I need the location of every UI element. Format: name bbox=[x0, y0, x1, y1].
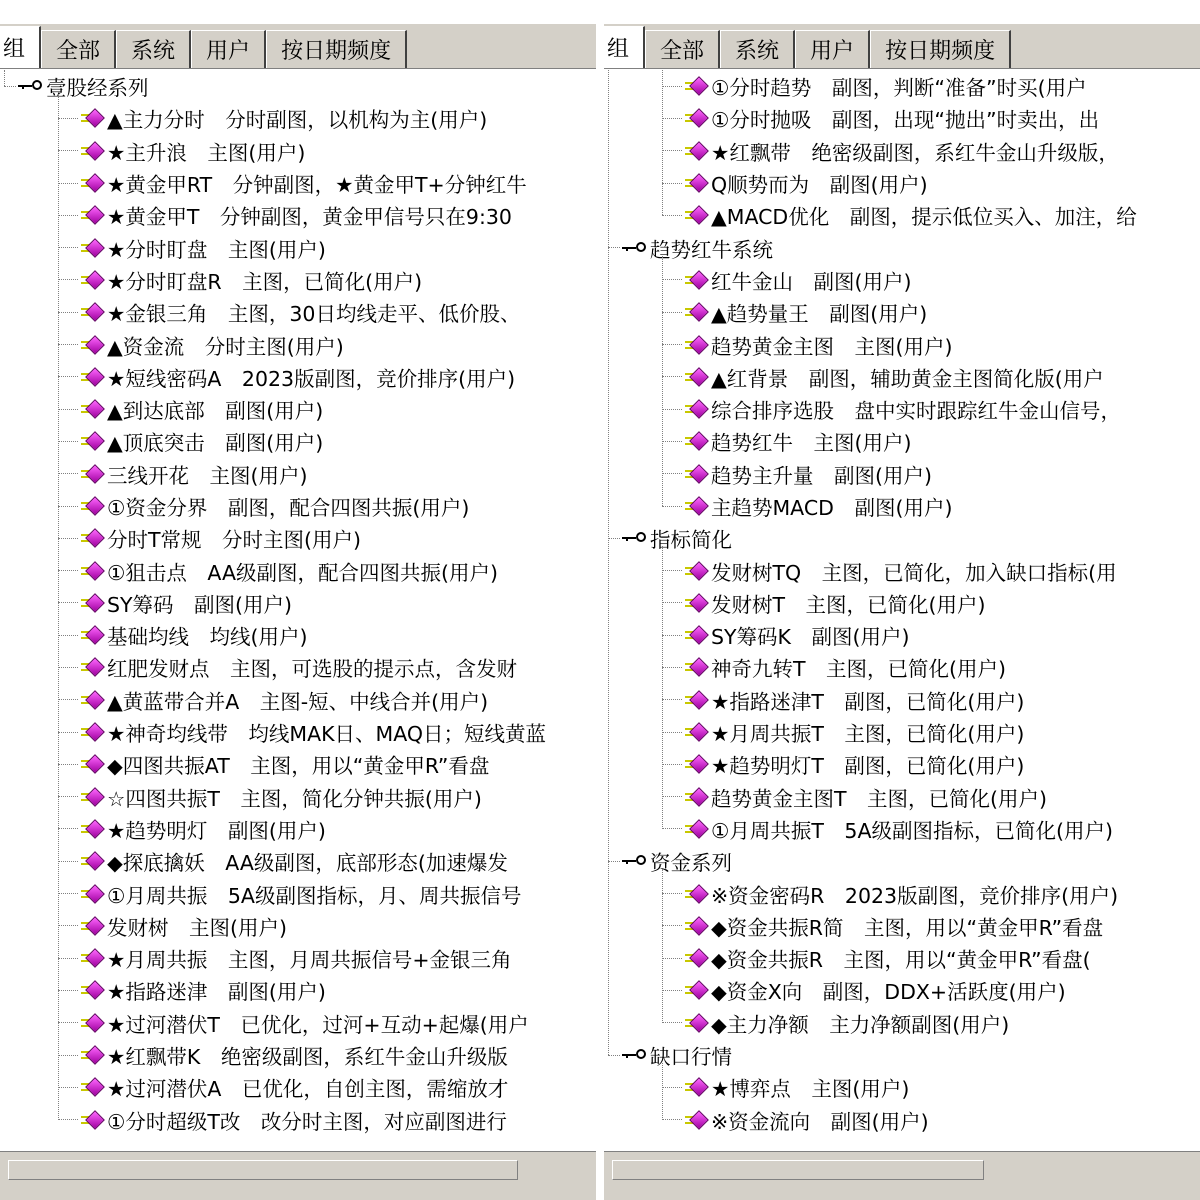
tree-connector bbox=[58, 215, 78, 216]
tree-item[interactable] bbox=[0, 587, 596, 619]
indicator-gem-icon bbox=[685, 657, 707, 677]
item-label: ☆四图共振T 主图，简化分钟共振(用户) bbox=[107, 786, 482, 811]
tree-item[interactable] bbox=[0, 102, 596, 134]
tree-connector-line bbox=[662, 1063, 663, 1120]
tree-item[interactable] bbox=[0, 264, 596, 296]
tree-item[interactable] bbox=[604, 1104, 1200, 1136]
indicator-gem-icon bbox=[685, 1013, 707, 1033]
item-label: ★金银三角 主图，30日均线走平、低价股、 bbox=[107, 302, 521, 327]
key-icon bbox=[622, 241, 646, 255]
tree-item[interactable] bbox=[604, 651, 1200, 683]
tree-connector bbox=[608, 861, 620, 862]
indicator-gem-icon bbox=[685, 593, 707, 613]
tree-connector bbox=[608, 247, 620, 248]
tree-item[interactable] bbox=[0, 974, 596, 1006]
tree-connector bbox=[662, 506, 682, 507]
indicator-gem-icon bbox=[685, 173, 707, 193]
tree-connector bbox=[662, 86, 682, 87]
indicator-gem-icon bbox=[81, 367, 103, 387]
tab-4[interactable]: 按日期频度 bbox=[870, 30, 1011, 68]
tree-connector bbox=[58, 958, 78, 959]
tree-item[interactable] bbox=[0, 813, 596, 845]
item-label: ▲趋势量王 副图(用户) bbox=[711, 302, 928, 327]
tree-connector bbox=[662, 150, 682, 151]
tree-connector bbox=[58, 183, 78, 184]
group-label: 缺口行情 bbox=[650, 1045, 732, 1070]
indicator-gem-icon bbox=[81, 141, 103, 161]
item-label: ★分时盯盘R 主图，已简化(用户) bbox=[107, 269, 423, 294]
indicator-gem-icon bbox=[81, 1110, 103, 1130]
tree-item[interactable] bbox=[604, 877, 1200, 909]
tree-group[interactable] bbox=[604, 845, 1200, 877]
tree-connector bbox=[58, 150, 78, 151]
indicator-gem-icon bbox=[81, 173, 103, 193]
tree-connector bbox=[608, 538, 620, 539]
tree-item[interactable] bbox=[604, 135, 1200, 167]
item-label: ①分时抛吸 副图，出现“抛出”时卖出，出 bbox=[711, 108, 1100, 133]
tree-connector bbox=[662, 990, 682, 991]
tree-item[interactable] bbox=[0, 296, 596, 328]
tree-connector bbox=[662, 764, 682, 765]
tree-item[interactable] bbox=[604, 296, 1200, 328]
item-label: ★月周共振T 主图，已简化(用户) bbox=[711, 722, 1025, 747]
indicator-gem-icon bbox=[81, 722, 103, 742]
tree-item[interactable] bbox=[604, 587, 1200, 619]
tree-item[interactable] bbox=[604, 974, 1200, 1006]
indicator-gem-icon bbox=[81, 690, 103, 710]
indicator-gem-icon bbox=[81, 496, 103, 516]
indicator-gem-icon bbox=[685, 787, 707, 807]
indicator-gem-icon bbox=[685, 76, 707, 96]
tree-item[interactable] bbox=[0, 1007, 596, 1039]
item-label: ※资金密码R 2023版副图，竞价排序(用户) bbox=[711, 883, 1119, 908]
tree-item[interactable] bbox=[0, 554, 596, 586]
item-label: 基础均线 均线(用户) bbox=[107, 625, 308, 650]
tree-connector bbox=[662, 570, 682, 571]
tree-item[interactable] bbox=[604, 102, 1200, 134]
indicator-gem-icon bbox=[81, 238, 103, 258]
indicator-gem-icon bbox=[81, 270, 103, 290]
tree-item[interactable] bbox=[604, 393, 1200, 425]
indicator-gem-icon bbox=[81, 980, 103, 1000]
tree-item[interactable] bbox=[0, 910, 596, 942]
tree-item[interactable] bbox=[604, 264, 1200, 296]
indicator-gem-icon bbox=[81, 754, 103, 774]
tree-connector bbox=[58, 247, 78, 248]
tab-1[interactable]: 全部 bbox=[645, 30, 720, 68]
tree-connector bbox=[662, 1119, 682, 1120]
tree-item[interactable] bbox=[604, 942, 1200, 974]
tree-item[interactable] bbox=[604, 199, 1200, 231]
tree-item[interactable] bbox=[604, 910, 1200, 942]
tree-connector bbox=[58, 1087, 78, 1088]
tree-item[interactable] bbox=[0, 781, 596, 813]
indicator-gem-icon bbox=[685, 754, 707, 774]
indicator-gem-icon bbox=[81, 948, 103, 968]
tree-connector bbox=[662, 473, 682, 474]
item-label: ★红飘带 绝密级副图，系红牛金山升级版， bbox=[711, 140, 1119, 165]
tree-item[interactable] bbox=[0, 845, 596, 877]
item-label: 趋势黄金主图 主图(用户) bbox=[711, 334, 953, 359]
tree-connector bbox=[58, 732, 78, 733]
item-label: ◆主力净额 主力净额副图(用户) bbox=[711, 1012, 1010, 1037]
tree-connector bbox=[58, 861, 78, 862]
tree-connector bbox=[58, 1055, 78, 1056]
item-label: ◆资金共振R 主图，用以“黄金甲R”看盘( bbox=[711, 948, 1091, 973]
tree-connector bbox=[58, 570, 78, 571]
indicator-gem-icon bbox=[685, 625, 707, 645]
indicator-gem-icon bbox=[685, 302, 707, 322]
tree-item[interactable] bbox=[0, 361, 596, 393]
indicator-gem-icon bbox=[81, 916, 103, 936]
tree-item[interactable] bbox=[604, 716, 1200, 748]
tree-connector bbox=[662, 183, 682, 184]
tree-connector-line bbox=[4, 70, 5, 86]
item-label: 发财树T 主图，已简化(用户) bbox=[711, 592, 986, 617]
item-label: ★指路迷津 副图(用户) bbox=[107, 980, 326, 1005]
tab-bar bbox=[604, 24, 1200, 69]
indicator-gem-icon bbox=[81, 1077, 103, 1097]
item-label: ★短线密码A 2023版副图，竞价排序(用户) bbox=[107, 366, 516, 391]
horizontal-scrollbar[interactable] bbox=[604, 1151, 1200, 1200]
indicator-gem-icon bbox=[685, 948, 707, 968]
indicator-gem-icon bbox=[685, 399, 707, 419]
tree-item[interactable] bbox=[604, 167, 1200, 199]
item-label: 发财树TQ 主图，已简化，加入缺口指标(用 bbox=[711, 560, 1117, 585]
tree-connector bbox=[58, 764, 78, 765]
tree-item[interactable] bbox=[604, 1071, 1200, 1103]
tree-connector bbox=[662, 667, 682, 668]
item-label: ①资金分界 副图，配合四图共振(用户) bbox=[107, 496, 470, 520]
tree-connector-line bbox=[662, 546, 663, 829]
tree-connector bbox=[662, 893, 682, 894]
item-label: SY筹码 副图(用户) bbox=[107, 592, 293, 617]
group-label: 趋势红牛系统 bbox=[650, 237, 773, 262]
tree-connector bbox=[58, 1119, 78, 1120]
indicator-gem-icon bbox=[81, 302, 103, 322]
indicator-gem-icon bbox=[81, 1045, 103, 1065]
item-label: ★过河潜伏T 已优化，过河+互动+起爆(用户 bbox=[107, 1012, 529, 1037]
tab-2[interactable]: 系统 bbox=[720, 30, 795, 68]
item-label: ★分时盯盘 主图(用户) bbox=[107, 237, 326, 262]
tree-connector bbox=[58, 118, 78, 119]
item-label: ★过河潜伏A 已优化，自创主图，需缩放才 bbox=[107, 1077, 509, 1102]
item-label: ★红飘带K 绝密级副图，系红牛金山升级版 bbox=[107, 1045, 508, 1070]
item-label: 分时T常规 分时主图(用户) bbox=[107, 528, 362, 553]
tree-item[interactable] bbox=[0, 231, 596, 263]
tree-item[interactable] bbox=[0, 522, 596, 554]
item-label: ◆资金共振R简 主图，用以“黄金甲R”看盘 bbox=[711, 915, 1104, 940]
tab-3[interactable]: 用户 bbox=[191, 30, 266, 68]
tree-connector bbox=[58, 635, 78, 636]
tree-item[interactable] bbox=[0, 877, 596, 909]
item-label: ▲主力分时 分时副图，以机构为主(用户) bbox=[107, 108, 488, 133]
indicator-gem-icon bbox=[81, 819, 103, 839]
tree-connector bbox=[662, 344, 682, 345]
tab-2[interactable]: 系统 bbox=[116, 30, 191, 68]
tree-item[interactable] bbox=[0, 425, 596, 457]
item-label: 主趋势MACD 副图(用户) bbox=[711, 496, 953, 520]
item-label: 趋势红牛 主图(用户) bbox=[711, 431, 912, 456]
item-label: ★主升浪 主图(用户) bbox=[107, 140, 306, 165]
tree-connector bbox=[58, 376, 78, 377]
tree-item[interactable] bbox=[604, 458, 1200, 490]
indicator-gem-icon bbox=[685, 141, 707, 161]
indicator-gem-icon bbox=[81, 205, 103, 225]
tree-item[interactable] bbox=[0, 619, 596, 651]
tree-item[interactable] bbox=[604, 554, 1200, 586]
indicator-gem-icon bbox=[685, 884, 707, 904]
key-icon bbox=[18, 79, 42, 93]
indicator-gem-icon bbox=[685, 367, 707, 387]
item-label: ※资金流向 副图(用户) bbox=[711, 1109, 929, 1134]
tree-connector-line bbox=[608, 70, 609, 1055]
tree-item[interactable] bbox=[0, 684, 596, 716]
tree-connector bbox=[662, 828, 682, 829]
tree-item[interactable] bbox=[0, 651, 596, 683]
tree-connector bbox=[58, 925, 78, 926]
key-icon bbox=[622, 531, 646, 545]
indicator-tree bbox=[604, 70, 1200, 1150]
item-label: ★博弈点 主图(用户) bbox=[711, 1077, 910, 1102]
item-label: 发财树 主图(用户) bbox=[107, 915, 287, 940]
item-label: ▲MACD优化 副图，提示低位买入、加注，给 bbox=[711, 205, 1137, 230]
tree-connector bbox=[662, 376, 682, 377]
tab-bar bbox=[0, 24, 596, 69]
tree-item[interactable] bbox=[604, 70, 1200, 102]
tree-connector bbox=[662, 409, 682, 410]
indicator-gem-icon bbox=[81, 464, 103, 484]
indicator-gem-icon bbox=[81, 851, 103, 871]
indicator-gem-icon bbox=[81, 657, 103, 677]
tree-item[interactable] bbox=[0, 748, 596, 780]
tree-item[interactable] bbox=[0, 167, 596, 199]
tree-item[interactable] bbox=[604, 619, 1200, 651]
tree-item[interactable] bbox=[604, 490, 1200, 522]
indicator-gem-icon bbox=[81, 528, 103, 548]
indicator-gem-icon bbox=[685, 722, 707, 742]
item-label: ①月周共振 5A级副图指标，月、周共振信号 bbox=[107, 883, 522, 908]
item-label: ◆四图共振AT 主图，用以“黄金甲R”看盘 bbox=[107, 754, 490, 779]
item-label: ▲到达底部 副图(用户) bbox=[107, 399, 324, 424]
tree-item[interactable] bbox=[0, 393, 596, 425]
tree-connector-line bbox=[662, 256, 663, 506]
tree-item[interactable] bbox=[0, 716, 596, 748]
indicator-gem-icon bbox=[685, 431, 707, 451]
left-indicator-panel bbox=[0, 0, 596, 1200]
tree-item[interactable] bbox=[604, 813, 1200, 845]
item-label: ▲黄蓝带合并A 主图-短、中线合并(用户) bbox=[107, 689, 489, 714]
tree-group[interactable] bbox=[0, 70, 596, 102]
item-label: 神奇九转T 主图，已简化(用户) bbox=[711, 657, 1007, 682]
tab-3[interactable]: 用户 bbox=[795, 30, 870, 68]
tree-item[interactable] bbox=[604, 781, 1200, 813]
tree-connector bbox=[662, 602, 682, 603]
item-label: ①狙击点 AA级副图，配合四图共振(用户) bbox=[107, 560, 498, 585]
tree-item[interactable] bbox=[604, 361, 1200, 393]
item-label: 趋势黄金主图T 主图，已简化(用户) bbox=[711, 786, 1048, 811]
indicator-gem-icon bbox=[81, 108, 103, 128]
item-label: ▲顶底突击 副图(用户) bbox=[107, 431, 324, 456]
indicator-gem-icon bbox=[81, 625, 103, 645]
tree-connector-line bbox=[662, 869, 663, 1022]
item-label: ★趋势明灯 副图(用户) bbox=[107, 818, 326, 843]
scrollbar-thumb[interactable] bbox=[8, 1160, 518, 1180]
tree-connector bbox=[662, 312, 682, 313]
indicator-gem-icon bbox=[81, 787, 103, 807]
tree-connector bbox=[4, 86, 16, 87]
indicator-gem-icon bbox=[81, 884, 103, 904]
item-label: 红牛金山 副图(用户) bbox=[711, 269, 912, 294]
tree-item[interactable] bbox=[0, 199, 596, 231]
indicator-gem-icon bbox=[685, 561, 707, 581]
tree-item[interactable] bbox=[0, 328, 596, 360]
panel-divider bbox=[596, 0, 604, 1200]
tree-item[interactable] bbox=[0, 458, 596, 490]
tree-connector bbox=[662, 635, 682, 636]
tree-group[interactable] bbox=[604, 522, 1200, 554]
tree-item[interactable] bbox=[0, 135, 596, 167]
tree-connector bbox=[662, 958, 682, 959]
tree-connector bbox=[58, 667, 78, 668]
item-label: 综合排序选股 盘中实时跟踪红牛金山信号， bbox=[711, 399, 1121, 424]
tree-item[interactable] bbox=[0, 490, 596, 522]
item-label: ①分时超级T改 改分时主图，对应副图进行 bbox=[107, 1109, 507, 1134]
item-label: ★指路迷津T 副图，已简化(用户) bbox=[711, 689, 1025, 714]
item-label: 红肥发财点 主图，可选股的提示点，含发财 bbox=[107, 657, 517, 682]
indicator-gem-icon bbox=[685, 819, 707, 839]
tree-group[interactable] bbox=[604, 231, 1200, 263]
tree-connector bbox=[662, 699, 682, 700]
indicator-gem-icon bbox=[685, 496, 707, 516]
indicator-gem-icon bbox=[81, 335, 103, 355]
indicator-gem-icon bbox=[685, 335, 707, 355]
indicator-gem-icon bbox=[685, 205, 707, 225]
tree-connector bbox=[58, 279, 78, 280]
item-label: ▲资金流 分时主图(用户) bbox=[107, 334, 344, 359]
tree-connector bbox=[58, 506, 78, 507]
tree-connector bbox=[662, 925, 682, 926]
tab-1[interactable]: 全部 bbox=[41, 30, 116, 68]
tree-connector bbox=[58, 828, 78, 829]
tree-connector bbox=[662, 441, 682, 442]
indicator-gem-icon bbox=[81, 1013, 103, 1033]
item-label: ◆探底擒妖 AA级副图，底部形态(加速爆发 bbox=[107, 851, 508, 876]
indicator-gem-icon bbox=[685, 464, 707, 484]
item-label: ▲红背景 副图，辅助黄金主图简化版(用户 bbox=[711, 366, 1104, 391]
tree-connector bbox=[58, 796, 78, 797]
tab-0[interactable]: 组 bbox=[604, 26, 645, 68]
item-label: 趋势主升量 副图(用户) bbox=[711, 463, 932, 488]
tree-item[interactable] bbox=[604, 684, 1200, 716]
tree-connector-line bbox=[662, 70, 663, 215]
tree-connector bbox=[58, 441, 78, 442]
indicator-gem-icon bbox=[685, 980, 707, 1000]
tree-item[interactable] bbox=[604, 1007, 1200, 1039]
tree-item[interactable] bbox=[0, 1039, 596, 1071]
indicator-gem-icon bbox=[685, 1110, 707, 1130]
right-indicator-panel bbox=[604, 0, 1200, 1200]
item-label: ★趋势明灯T 副图，已简化(用户) bbox=[711, 754, 1025, 779]
indicator-gem-icon bbox=[81, 399, 103, 419]
item-label: SY筹码K 副图(用户) bbox=[711, 625, 910, 650]
tree-item[interactable] bbox=[0, 1071, 596, 1103]
tree-connector bbox=[58, 538, 78, 539]
item-label: ★黄金甲T 分钟副图，黄金甲信号只在9:30 bbox=[107, 205, 512, 230]
group-label: 指标简化 bbox=[650, 528, 732, 553]
indicator-tree bbox=[0, 70, 596, 1150]
indicator-gem-icon bbox=[685, 690, 707, 710]
tree-connector-line bbox=[58, 94, 59, 1120]
item-label: ①分时趋势 副图，判断“准备”时买(用户 bbox=[711, 76, 1087, 101]
tree-connector bbox=[662, 732, 682, 733]
indicator-gem-icon bbox=[685, 916, 707, 936]
tree-item[interactable] bbox=[604, 425, 1200, 457]
group-label: 壹股经系列 bbox=[46, 76, 149, 101]
horizontal-scrollbar[interactable] bbox=[0, 1151, 596, 1200]
indicator-gem-icon bbox=[81, 593, 103, 613]
indicator-gem-icon bbox=[81, 561, 103, 581]
tree-connector bbox=[662, 215, 682, 216]
tree-item[interactable] bbox=[0, 942, 596, 974]
tree-connector bbox=[58, 473, 78, 474]
item-label: ★月周共振 主图，月周共振信号+金银三角 bbox=[107, 948, 512, 973]
indicator-gem-icon bbox=[685, 108, 707, 128]
item-label: Q顺势而为 副图(用户) bbox=[711, 173, 928, 198]
tree-connector bbox=[662, 1087, 682, 1088]
tree-connector bbox=[662, 1022, 682, 1023]
tree-connector bbox=[58, 893, 78, 894]
indicator-gem-icon bbox=[685, 270, 707, 290]
item-label: ①月周共振T 5A级副图指标，已简化(用户) bbox=[711, 818, 1113, 843]
tree-connector bbox=[58, 699, 78, 700]
tree-item[interactable] bbox=[0, 1104, 596, 1136]
tab-0[interactable]: 组 bbox=[0, 26, 41, 68]
tree-connector bbox=[58, 1022, 78, 1023]
tree-connector bbox=[662, 118, 682, 119]
tree-item[interactable] bbox=[604, 328, 1200, 360]
group-label: 资金系列 bbox=[650, 851, 732, 876]
tree-connector bbox=[608, 1055, 620, 1056]
indicator-gem-icon bbox=[81, 431, 103, 451]
tree-connector bbox=[58, 344, 78, 345]
item-label: 三线开花 主图(用户) bbox=[107, 463, 308, 488]
item-label: ★黄金甲RT 分钟副图，★黄金甲T+分钟红牛 bbox=[107, 173, 527, 198]
item-label: ★神奇均线带 均线MAK日、MAQ日；短线黄蓝 bbox=[107, 722, 547, 747]
tree-connector bbox=[58, 602, 78, 603]
scrollbar-thumb[interactable] bbox=[612, 1160, 984, 1180]
key-icon bbox=[622, 1048, 646, 1062]
tree-group[interactable] bbox=[604, 1039, 1200, 1071]
tree-connector bbox=[662, 279, 682, 280]
key-icon bbox=[622, 854, 646, 868]
tree-connector bbox=[58, 990, 78, 991]
tree-connector bbox=[58, 312, 78, 313]
tree-item[interactable] bbox=[604, 748, 1200, 780]
tab-4[interactable]: 按日期频度 bbox=[266, 30, 407, 68]
tree-connector bbox=[662, 796, 682, 797]
indicator-gem-icon bbox=[685, 1077, 707, 1097]
tree-connector bbox=[58, 409, 78, 410]
item-label: ◆资金X向 副图，DDX+活跃度(用户) bbox=[711, 980, 1066, 1005]
